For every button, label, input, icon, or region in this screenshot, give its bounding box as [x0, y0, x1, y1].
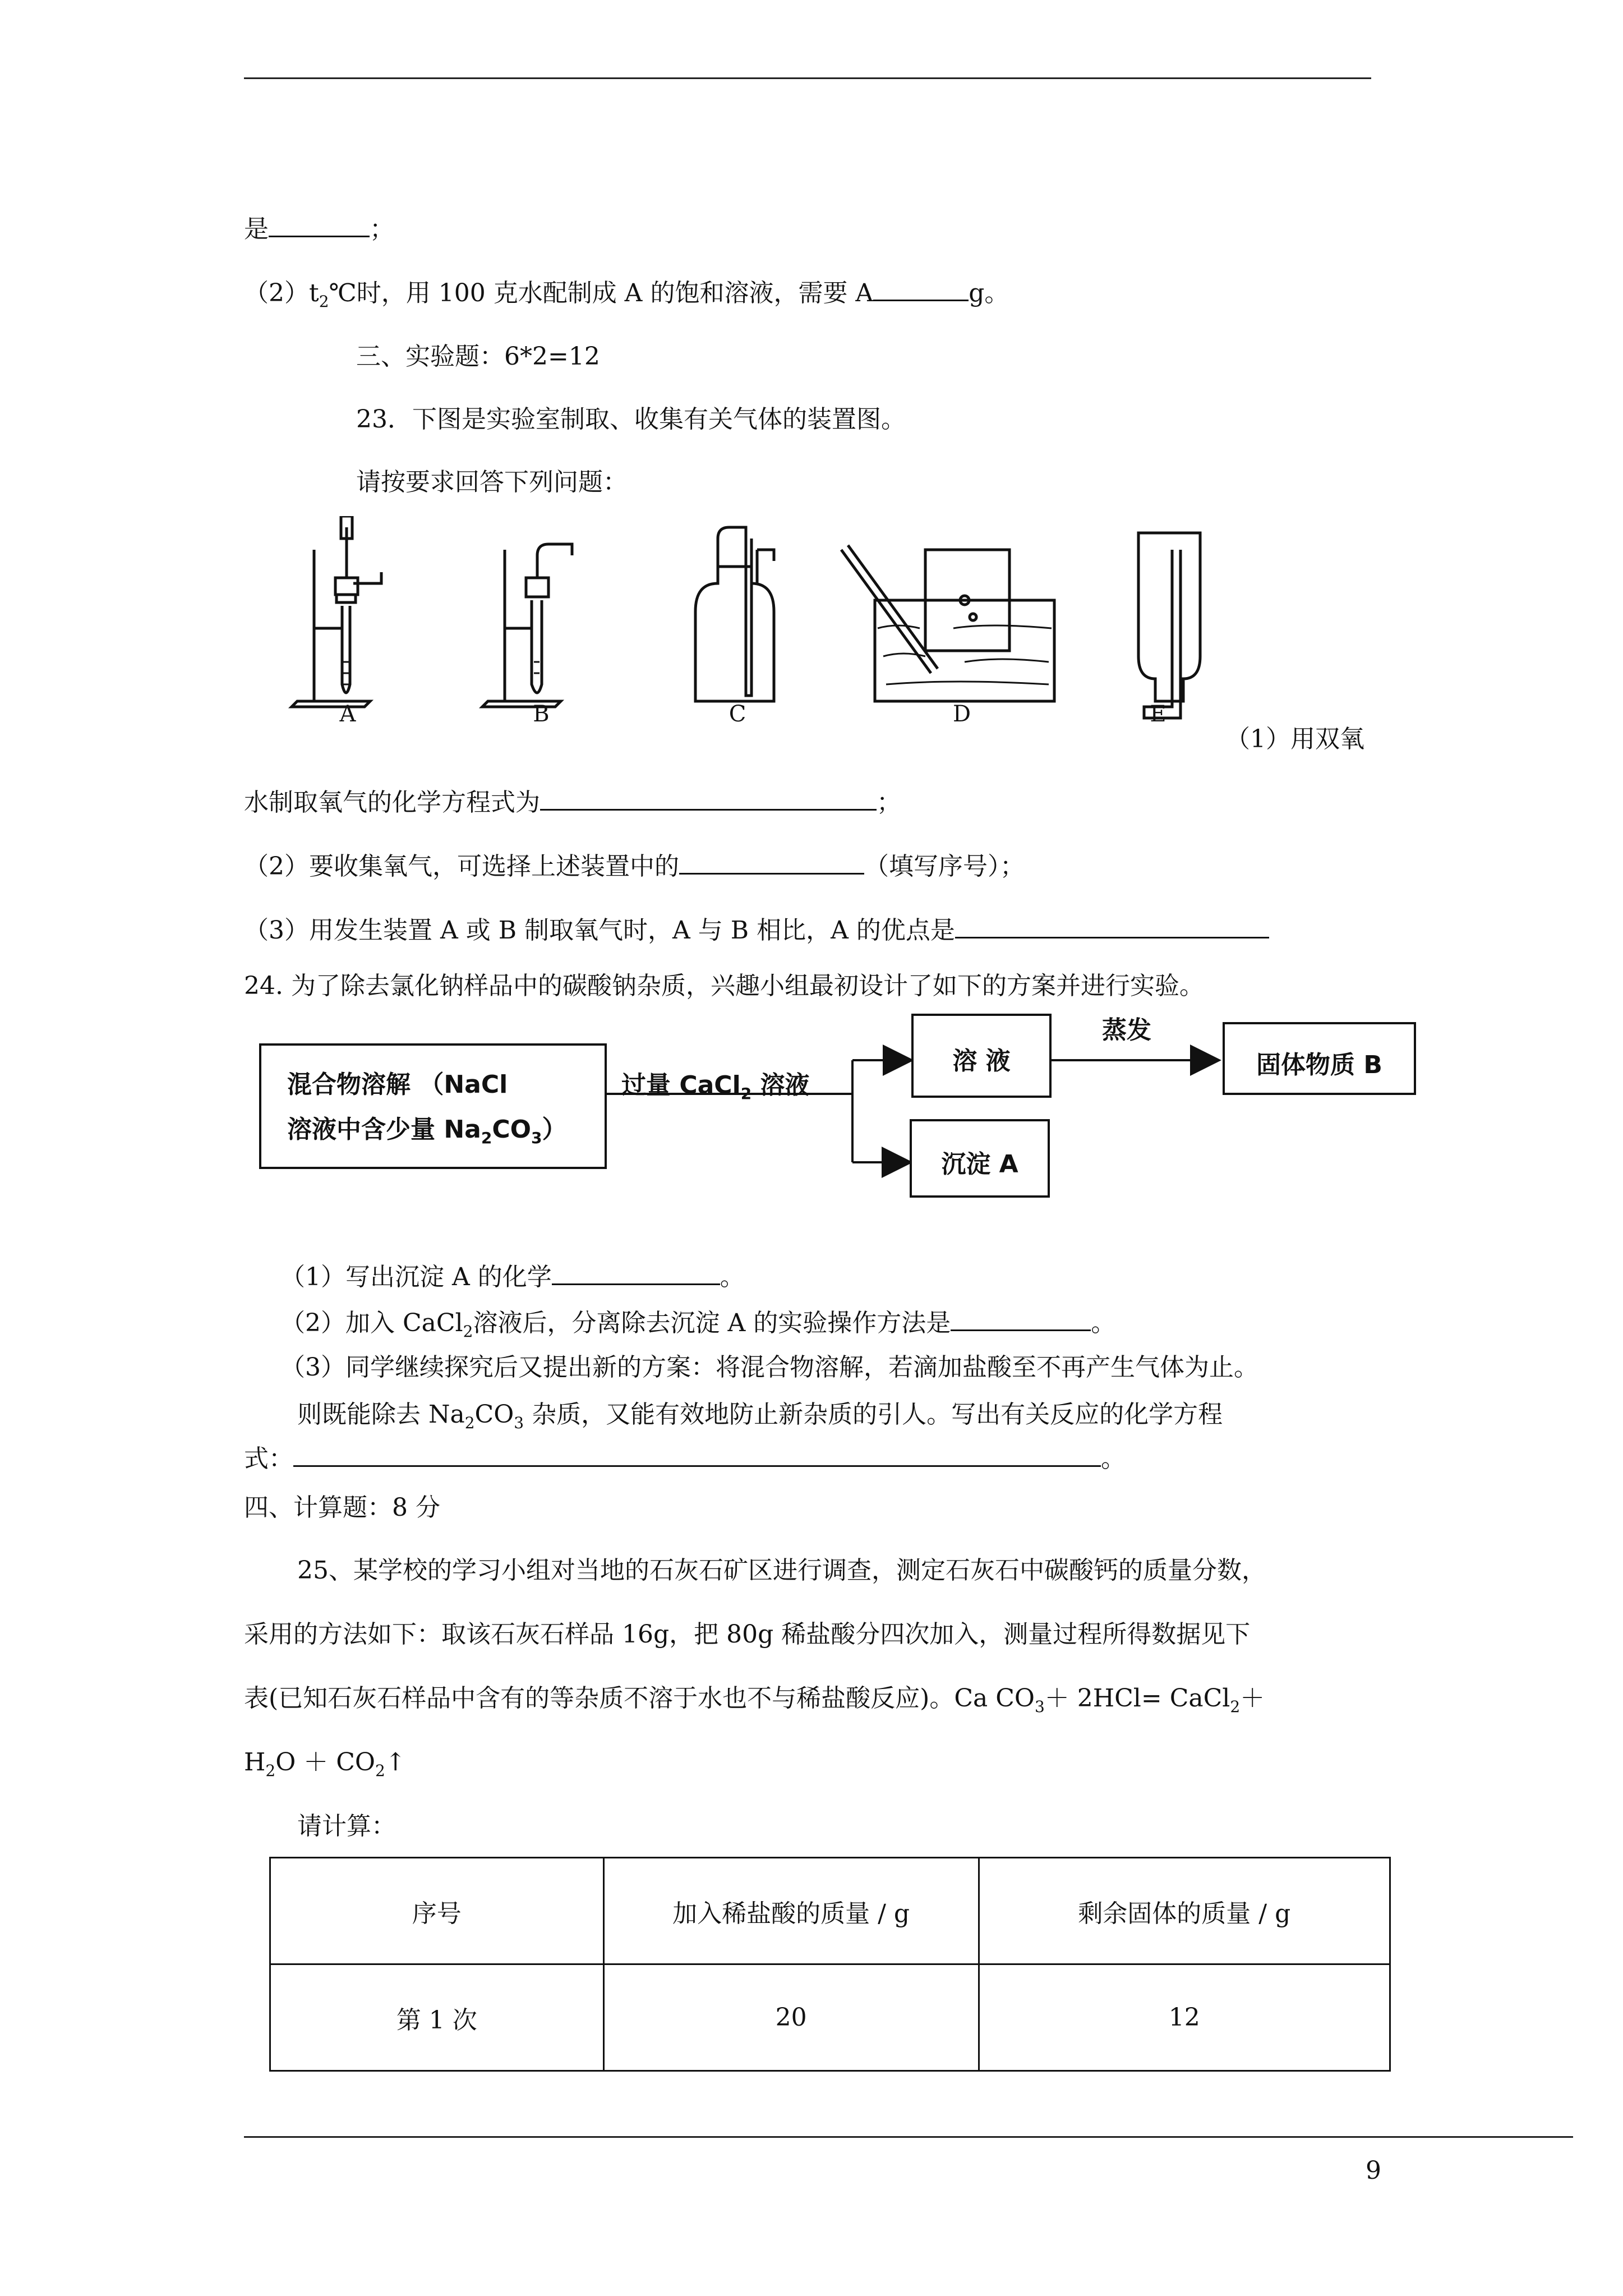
- text: 则既能除去 Na: [297, 1400, 465, 1429]
- text-line: [244, 850, 1025, 882]
- table-header-cell: 加入稀盐酸的质量 / g: [603, 1858, 979, 1964]
- apparatus-e: [1138, 533, 1200, 718]
- apparatus-label: B: [533, 701, 550, 727]
- text: （2）要收集氧气，可选择上述装置中的: [244, 852, 679, 881]
- text: 过量 CaCl: [621, 1071, 741, 1099]
- subscript: 2: [463, 1322, 473, 1341]
- text: （填写序号）；: [864, 852, 1025, 881]
- answer-blank[interactable]: [873, 277, 969, 301]
- text-line: [280, 1307, 1115, 1347]
- flow-start-line1: 混合物溶解 （NaCl: [287, 1070, 508, 1099]
- apparatus-label: C: [728, 701, 746, 727]
- subscript: 2: [740, 1084, 752, 1103]
- question-23: 23．下图是实验室制取、收集有关气体的装置图。: [356, 405, 906, 434]
- question-24: 24. 为了除去氯化钠样品中的碳酸钠杂质，兴趣小组最初设计了如下的方案并进行实验。: [244, 972, 1204, 1000]
- table-header-row: [270, 1858, 1390, 1964]
- text-line: 采用的方法如下：取该石灰石样品 16g，把 80g 稀盐酸分四次加入，测量过程所得数据见下: [244, 1620, 1251, 1649]
- question-23-1-start: （1）用双氧: [1225, 725, 1364, 753]
- flow-solution-label: 溶 液: [952, 1047, 1011, 1075]
- text: 溶液中含少量 Na: [287, 1115, 481, 1144]
- table-cell: 第 1 次: [270, 1964, 604, 2071]
- text-line: [244, 914, 1269, 946]
- text: ）: [542, 1115, 567, 1144]
- text: 。: [720, 1263, 745, 1291]
- subscript: 3: [514, 1413, 524, 1432]
- text-line: [244, 213, 394, 245]
- subscript: 2: [481, 1128, 492, 1147]
- text: （3）用发生装置 A 或 B 制取氧气时，A 与 B 相比，A 的优点是: [244, 916, 955, 945]
- text: （2）t: [244, 279, 319, 307]
- subscript: 2: [464, 1413, 475, 1432]
- text-line: [244, 1747, 406, 1787]
- flow-evaporate-label: 蒸发: [1102, 1016, 1151, 1045]
- section-heading: 三、实验题：6*2=12: [356, 342, 600, 371]
- answer-blank[interactable]: [955, 914, 1269, 938]
- flow-start-line2: [287, 1107, 605, 1161]
- table-cell: 12: [979, 1964, 1390, 2071]
- text: CO: [492, 1115, 532, 1144]
- subscript: 2: [265, 1761, 276, 1780]
- text: O ＋ CO: [275, 1748, 375, 1777]
- text: （2）加入 CaCl: [280, 1309, 463, 1337]
- text: g。: [969, 279, 1009, 307]
- answer-blank[interactable]: [951, 1307, 1091, 1331]
- flow-solid-b-label: 固体物质 B: [1256, 1051, 1382, 1079]
- section-heading: 四、计算题：8 分: [244, 1493, 440, 1522]
- text: ＋: [1240, 1684, 1265, 1713]
- data-table: [269, 1857, 1391, 2072]
- text: 杂质，又能有效地防止新杂质的引人。写出有关反应的化学方程: [524, 1400, 1223, 1429]
- text: ↑: [385, 1748, 406, 1777]
- flow-solution-box: [911, 1014, 1052, 1098]
- answer-blank[interactable]: [679, 850, 864, 875]
- apparatus-b: [482, 544, 572, 707]
- flow-precipitate-box: [910, 1119, 1050, 1198]
- apparatus-label: D: [952, 701, 971, 727]
- subscript: 2: [1230, 1697, 1241, 1716]
- apparatus-label: E: [1150, 701, 1166, 727]
- text: （1）写出沉淀 A 的化学: [280, 1263, 552, 1291]
- text: ＋ 2HCl= CaCl: [1044, 1684, 1230, 1713]
- text: 溶液: [751, 1071, 810, 1099]
- table-cell: 20: [603, 1964, 979, 2071]
- apparatus-c: [695, 527, 774, 701]
- text-line: [244, 277, 1009, 318]
- flow-precipitate-label: 沉淀 A: [941, 1150, 1018, 1179]
- text-line: [244, 1443, 1126, 1475]
- answer-blank[interactable]: [293, 1443, 1101, 1467]
- text-line: 25、某学校的学习小组对当地的石灰石矿区进行调查，测定石灰石中碳酸钙的质量分数，: [297, 1556, 1266, 1585]
- answer-blank[interactable]: [269, 213, 370, 237]
- header-rule: [244, 77, 1371, 79]
- table-header-cell: 剩余固体的质量 / g: [979, 1858, 1390, 1964]
- text: CO: [474, 1400, 514, 1429]
- subscript: 3: [531, 1128, 542, 1147]
- table-header-cell: 序号: [270, 1858, 604, 1964]
- answer-blank[interactable]: [540, 786, 877, 811]
- text: 是: [244, 215, 269, 243]
- text: 。: [1101, 1444, 1126, 1473]
- text: 。: [1091, 1309, 1116, 1337]
- text: ；: [877, 788, 901, 817]
- apparatus-d: [841, 545, 1054, 701]
- text-line: （3）同学继续探究后又提出新的方案：将混合物溶解，若滴加盐酸至不再产生气体为止。: [280, 1353, 1258, 1382]
- question-23-prompt: 请按要求回答下列问题：: [356, 468, 628, 496]
- text-line: [297, 1399, 1223, 1439]
- answer-blank[interactable]: [552, 1261, 720, 1285]
- table-row: [270, 1964, 1390, 2071]
- subscript: 2: [319, 292, 329, 311]
- apparatus-figure: [280, 516, 1256, 740]
- text: 水制取氧气的化学方程式为: [244, 788, 540, 817]
- text: 溶液后，分离除去沉淀 A 的实验操作方法是: [473, 1309, 951, 1337]
- text-line: [244, 1683, 1265, 1723]
- text: H: [244, 1748, 266, 1777]
- text-line: [244, 786, 901, 818]
- apparatus-a: [292, 516, 381, 707]
- subscript: 2: [375, 1761, 385, 1780]
- text: 式：: [244, 1444, 293, 1473]
- flow-start-box: [259, 1043, 607, 1169]
- page-number: 9: [1366, 2156, 1381, 2185]
- apparatus-label: A: [339, 701, 356, 727]
- flow-solid-b-box: [1223, 1022, 1416, 1095]
- text-line: 请计算：: [297, 1812, 396, 1841]
- subscript: 3: [1034, 1697, 1045, 1716]
- text: 表(已知石灰石样品中含有的等杂质不溶于水也不与稀盐酸反应)。Ca CO: [244, 1684, 1035, 1713]
- footer-rule: [244, 2136, 1573, 2138]
- text: ；: [370, 215, 394, 243]
- text-line: [280, 1261, 745, 1293]
- text: ℃时，用 100 克水配制成 A 的饱和溶液，需要 A: [329, 279, 874, 307]
